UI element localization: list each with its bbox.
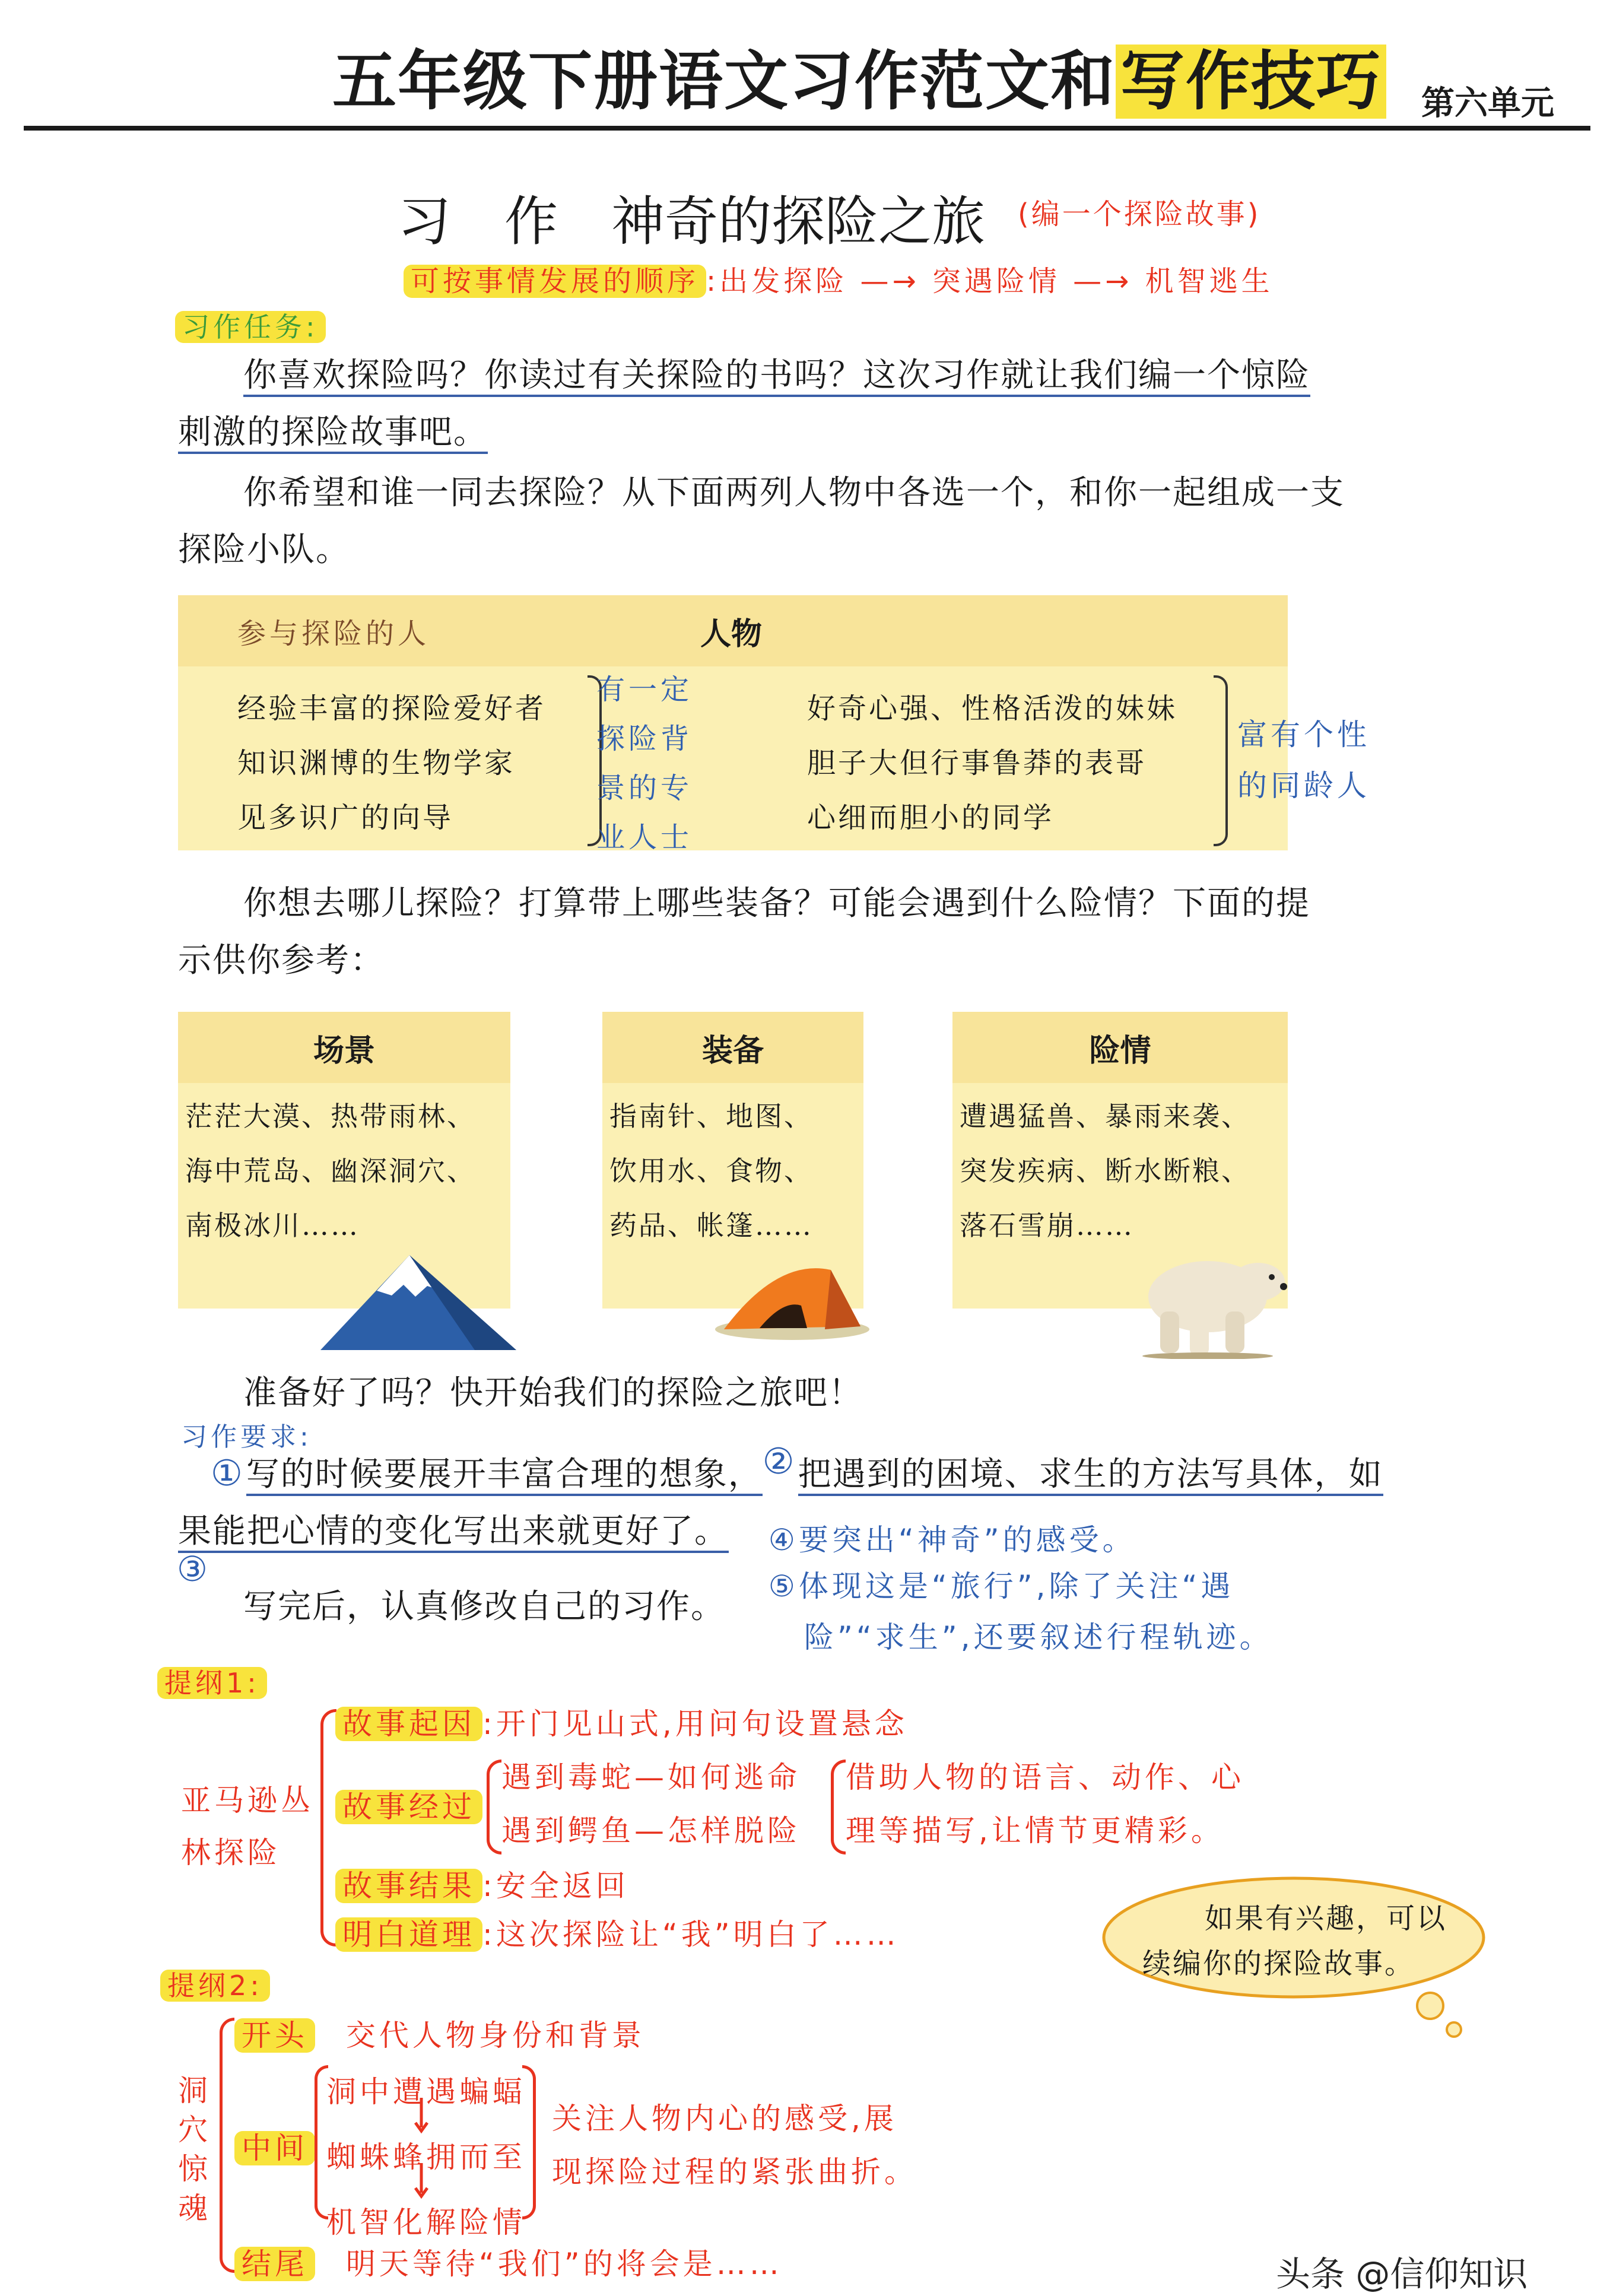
bubble-text: 如果有兴趣，可以 续编你的探险故事。 xyxy=(1142,1902,1447,1980)
end-text: 明天等待“我们”的将会是…… xyxy=(345,2247,783,2281)
mountain-icon xyxy=(320,1249,516,1350)
requirements-label: 习作要求: xyxy=(181,1422,312,1452)
people-left-list xyxy=(237,681,546,845)
lesson-label: 明白道理 xyxy=(335,1917,482,1952)
polar-bear-icon xyxy=(1136,1240,1291,1359)
outline1-lesson xyxy=(335,1911,900,1954)
people-right-note: 富有个性 的同龄人 xyxy=(1237,717,1370,803)
outline2-start xyxy=(234,2012,645,2054)
middle-item: 蜘蛛蜂拥而至 xyxy=(326,2140,526,2174)
people-head: 人物 xyxy=(700,615,763,652)
title-main: 五年级下册语文习作范文和 xyxy=(332,45,1116,119)
outline1-process-note: 借助人物的语言、动作、心 理等描写,让情节更精彩。 xyxy=(846,1760,1244,1848)
watermark: 头条 @信仰知识 xyxy=(1276,2254,1528,2294)
task-p1-line1: 你喜欢探险吗？你读过有关探险的书吗？这次习作就让我们编一个惊险 xyxy=(243,356,1310,397)
people-right-item: 胆子大但行事鲁莽的表哥 xyxy=(807,747,1147,780)
scene-box-lines: 茫茫大漠、热带雨林、 海中荒岛、幽深洞穴、 南极冰川…… xyxy=(185,1100,476,1241)
people-left-item: 见多识广的向导 xyxy=(237,801,454,834)
lesson-title: 习 作 神奇的探险之旅 xyxy=(398,190,985,253)
people-table xyxy=(178,595,1288,854)
order-sequence: :出发探险 —→ 突遇险情 —→ 机智逃生 xyxy=(706,265,1274,298)
result-text: :安全返回 xyxy=(482,1869,629,1903)
req-5: ⑤体现这是“旅行”,除了关注“遇 险”“求生”,还要叙述行程轨迹。 xyxy=(769,1569,1273,1654)
people-table-header xyxy=(178,595,1288,666)
equipment-box-header: 装备 xyxy=(602,1012,863,1083)
lesson-subtitle-note: (编一个探险故事) xyxy=(1018,198,1261,231)
end-label: 结尾 xyxy=(234,2247,315,2281)
outline1-process-items: 遇到毒蛇—如何逃命 遇到鳄鱼—怎样脱险 xyxy=(501,1760,801,1848)
prompt-line2: 示供你参考： xyxy=(178,941,385,980)
task-p1-line2: 刺激的探险故事吧。 xyxy=(178,413,488,454)
unit-label: 第六单元 xyxy=(1421,84,1554,123)
tent-icon xyxy=(712,1246,872,1341)
req-3: 写完后，认真修改自己的习作。 xyxy=(243,1587,725,1626)
outline2-middle-note: 关注人物内心的感受,展 现探险过程的紧张曲折。 xyxy=(552,2101,917,2189)
outline1-cause xyxy=(335,1700,908,1743)
cause-label: 故事起因 xyxy=(335,1707,482,1741)
people-right-list xyxy=(807,681,1177,845)
prompt-paragraph xyxy=(178,875,1484,989)
down-arrows-icon xyxy=(404,2098,439,2222)
people-right-bracket xyxy=(1214,675,1228,846)
middle-item: 机智化解险情 xyxy=(326,2205,526,2240)
start-text: 交代人物身份和背景 xyxy=(345,2018,645,2053)
req-2b: 果能把心情的变化写出来就更好了。 xyxy=(178,1512,729,1553)
danger-box-header: 险情 xyxy=(952,1012,1288,1083)
outline2-note-brace xyxy=(522,2065,536,2219)
outline1-process-label: 故事经过 xyxy=(335,1783,482,1826)
title-highlight: 写作技巧 xyxy=(1116,45,1386,119)
people-left-note: 有一定 探险背 景的专 业人士 xyxy=(596,673,693,854)
outline2-label: 提纲2: xyxy=(160,1964,270,2003)
start-label: 开头 xyxy=(234,2018,315,2053)
outline1-topic: 亚马逊丛 林探险 xyxy=(181,1783,314,1870)
task-paragraph-1 xyxy=(178,347,1484,461)
outline2-middle-label: 中间 xyxy=(234,2124,315,2167)
scene-box-header: 场景 xyxy=(178,1012,510,1083)
prompt-line1: 你想去哪儿探险？打算带上哪些装备？可能会遇到什么险情？下面的提 xyxy=(243,884,1310,923)
req-num-1: ① xyxy=(211,1453,246,1494)
people-right-item: 心细而胆小的同学 xyxy=(807,801,1055,834)
people-col-label: 参与探险的人 xyxy=(237,617,430,650)
cause-text: :开门见山式,用问句设置悬念 xyxy=(482,1707,908,1741)
outline2-main-brace xyxy=(220,2018,234,2273)
people-left-item: 知识渊博的生物学家 xyxy=(237,747,516,780)
task-p2-line2: 探险小队。 xyxy=(178,531,350,569)
ready-line: 准备好了吗？快开始我们的探险之旅吧！ xyxy=(243,1374,863,1412)
outline2-topic: 洞 穴 惊 魂 xyxy=(178,2073,208,2225)
outline1-result xyxy=(335,1862,629,1905)
header-rule xyxy=(24,126,1590,131)
outline2-end xyxy=(234,2240,783,2283)
outline1-process-brace xyxy=(487,1760,501,1854)
req-num-3: ③ xyxy=(177,1549,211,1589)
result-label: 故事结果 xyxy=(335,1869,482,1903)
outline1-note-brace xyxy=(831,1760,846,1854)
req-1: 写的时候要展开丰富合理的想象， xyxy=(246,1455,763,1496)
lesson-text: :这次探险让“我”明白了…… xyxy=(482,1917,900,1952)
req-4: ④要突出“神奇”的感受。 xyxy=(769,1523,1136,1557)
middle-item: 洞中遭遇蝙蝠 xyxy=(326,2075,526,2109)
order-hint xyxy=(404,258,1274,299)
task-p2-line1: 你希望和谁一同去探险？从下面两列人物中各选一个，和你一起组成一支 xyxy=(243,474,1345,512)
req-num-2: ② xyxy=(762,1441,798,1482)
page-title xyxy=(332,30,1386,122)
people-left-item: 经验丰富的探险爱好者 xyxy=(237,692,547,725)
req-2a: 把遇到的困境、求生的方法写具体，如 xyxy=(798,1455,1383,1496)
task-label: 习作任务: xyxy=(175,306,326,345)
order-hint-highlight: 可按事情发展的顺序 xyxy=(404,265,706,298)
danger-box-lines: 遭遇猛兽、暴雨来袭、 突发疾病、断水断粮、 落石雪崩…… xyxy=(960,1100,1250,1241)
people-right-item: 好奇心强、性格活泼的妹妹 xyxy=(807,692,1178,725)
outline1-main-brace xyxy=(320,1709,336,1946)
outline1-label: 提纲1: xyxy=(157,1662,267,1701)
equipment-box-lines: 指南针、地图、 饮用水、食物、 药品、帐篷…… xyxy=(609,1100,813,1241)
task-paragraph-2 xyxy=(178,465,1484,579)
